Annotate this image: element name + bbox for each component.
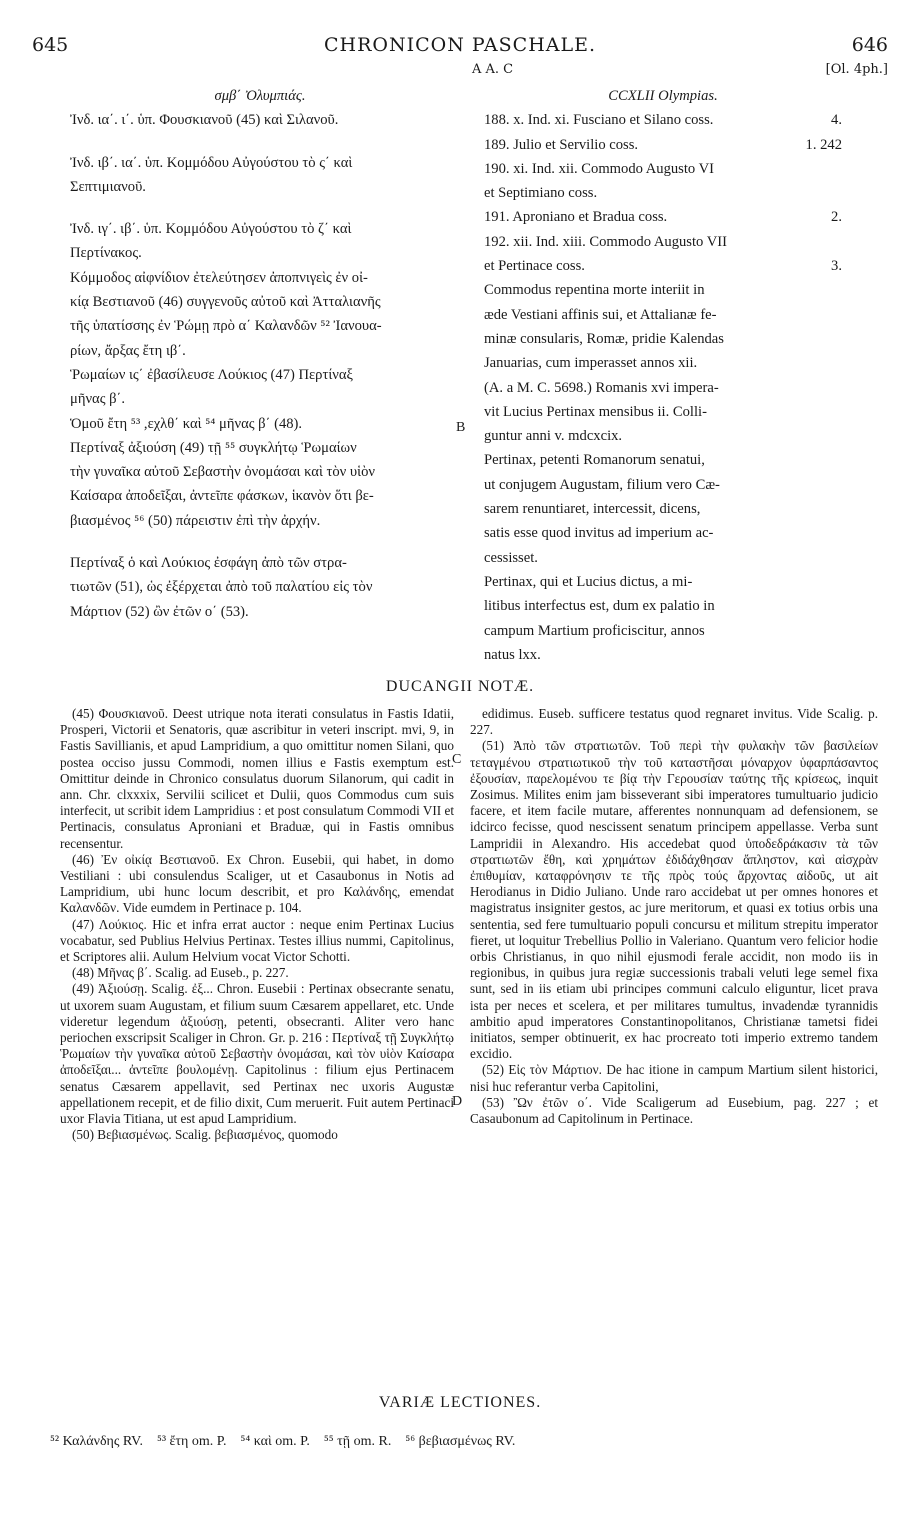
- latin-column: [484, 84, 842, 667]
- margin-letter-d: D: [452, 1094, 463, 1109]
- greek-line: [70, 133, 450, 151]
- latin-line-text: ut conjugem Augustam, filium vero Cæ-: [484, 476, 720, 493]
- greek-line: τὴν γυναῖκα αὐτοῦ Σεβαστὴν ὀνομάσαι καὶ τὸν υἱὸν: [70, 464, 375, 481]
- greek-line: Περτίνακος.: [70, 245, 142, 262]
- variant-reading: ⁵⁴ καὶ om. P.: [240, 1434, 310, 1449]
- greek-text: [70, 108, 450, 624]
- latin-line: [484, 594, 842, 618]
- latin-line-number: 2.: [831, 209, 842, 226]
- greek-line: βιασμένος ⁵⁶ (50) πάρειστιν ἐπὶ τὴν ἀρχήν.: [70, 512, 321, 529]
- page-number-left: 645: [32, 34, 69, 56]
- note-paragraph: (46) Ἐν οἰκίᾳ Βεστιανοῦ. Ex Chron. Eusebii, qui habet, in domo Vestiliani : ubi consulendus Scaliger, ut et Casaubonus in Notis ad Lampridium, ubi hunc locum describit, et pro Καλάνδης, emendat Καλανδῶν. Vide eumdem in Pertinace p. 104.: [60, 851, 454, 916]
- page-number-right: 646: [851, 34, 888, 56]
- note-paragraph: (51) Ἀπὸ τῶν στρατιωτῶν. Τοῦ περὶ τὴν φυλακὴν τῶν βασιλείων τεταγμένου στρατιωτικοῦ τὴν τοῦ καταστῆσαι μόναρχον ὑφαρπάσαντος ἐξουσίαν, παρελομένου τε βίᾳ τὴν Γερουσίαν ταύτης τῆς κρίσεως, inquit Zosimus. Milites enim jam bisseverant sibi imperatores tumultuario judicio facere, et item facile mutare, afferentes nonnunquam ad defensionem, se idcirco fecisse, quod nescissent senatum principem appellasse. Verba sunt Lampridii in Alexandro. His accedebat quod ὑποδεδράκασιν τὰ τῶν στρατιωτῶν ἔθη, καὶ χρημάτων ἐδιδάχθησαν ἄπληστον, καὶ αἰσχρὰν ἐπιθυμίαν, καταφρόνησιν τε τῆς πρὸς τούς ἄρχοντας αἰδοῦς, ut ait Herodianus in Didio Juliano. Unde raro accidebat ut per omnes honores et magistratus insigniter gestos, ac jure meritorum, et quasi ex totius orbis una sententia, sed fere tumultuario populi concursu et militum strepitu imperator fieret, ut loquitur Trebellius Pollio in Valeriano. Quantum vero felicior hodie orbis Christianus, in quo nihil ejusmodi ferale accidit, non modo iis in regionibus, in quibus jura regiæ successionis trabali veluti lege semel fixa sunt, sed in iis etiam ubi principes communi calculo eliguntur, licet prava ista per neces et scelera, et per militares tumultus, invadendæ tyrannidis ambitio apud imperatores Constantinopolitanos, Christianæ tametsi fidei initiatos, semper obtinuerit, ex hac procreato toti imperio extremo tandem excidio.: [470, 738, 878, 1062]
- latin-line-text: satis esse quod invitus ad imperium ac-: [484, 525, 714, 542]
- latin-line-text: Commodus repentina morte interiit in: [484, 282, 705, 299]
- latin-line: [484, 327, 842, 351]
- latin-line-text: æde Vestiani affinis sui, et Attalianæ fe-: [484, 306, 717, 323]
- latin-line: [484, 254, 842, 278]
- latin-line-text: litibus interfectus est, dum ex palatio in: [484, 598, 715, 615]
- greek-line: ρίων, ἄρξας ἔτη ιβ΄.: [70, 342, 186, 359]
- latin-line: [484, 400, 842, 424]
- latin-line-text: vit Lucius Pertinax mensibus ii. Colli-: [484, 403, 707, 420]
- note-paragraph: (47) Λούκιος. Hic et infra errat auctor : neque enim Pertinax Lucius vocabatur, sed Publius Helvius Pertinax. Testes illius nummi, Capitolinus, et Scriptores alii. Aulum Helvium vocat Victor Schotti.: [60, 916, 454, 965]
- greek-line: μῆνας β΄.: [70, 391, 126, 408]
- note-paragraph: (45) Φουσκιανοῦ. Deest utrique nota iterati consulatus in Fastis Idatii, Prosperi, Victorii et Senatoris, quæ ascribitur in veteri inscript. mvi, 9, in Fastis Savillianis, et apud Lampridium, a quo omittitur nomen Silani, quo postea occiso jussu Commodi, nomen illius e Fastis exemptum est. Omittitur deinde in Chronico consulatus duorum Silanorum, qui cadit in ann. Chr. clxxxix, Servilii scilicet et Dulii, quos Commodus cum suis interfecit, ut scribit idem Lampridius : et post consulatum Commodi VII et Pertinacis, consulatus Aproniani et Braduæ, qui in Fastis omnibus recensentur.: [60, 706, 454, 851]
- greek-line: Ῥωμαίων ις΄ ἐβασίλευσε Λούκιος (47) Περτίναξ: [70, 366, 354, 383]
- greek-line: Καίσαρα ἀποδεῖξαι, ἀντεῖπε φάσκων, ἱκανὸν ὅτι βε-: [70, 488, 374, 505]
- latin-line: [484, 351, 842, 375]
- latin-line: [484, 376, 842, 400]
- latin-line: [484, 473, 842, 497]
- latin-line-text: (A. a M. C. 5698.) Romanis xvi impera-: [484, 379, 719, 396]
- note-paragraph: (50) Βεβιασμένως. Scalig. βεβιασμένος, quomodo: [72, 1127, 338, 1143]
- latin-line: [484, 205, 842, 229]
- greek-line: Μάρτιον (52) ὢν ἐτῶν ο΄ (53).: [70, 603, 249, 620]
- latin-line-text: sarem renuntiaret, intercessit, dicens,: [484, 501, 701, 518]
- variae-lectiones: [50, 1434, 880, 1450]
- greek-line: Ἰνδ. ια΄. ι΄. ὑπ. Φουσκιανοῦ (45) καὶ Σιλανοῦ.: [70, 112, 339, 129]
- notes-right-column: [470, 706, 878, 1127]
- latin-text: [484, 108, 842, 667]
- latin-line-text: campum Martium proficiscitur, annos: [484, 622, 705, 639]
- latin-line-text: minæ consularis, Romæ, pridie Kalendas: [484, 330, 724, 347]
- greek-line: Σεπτιμιανοῦ.: [70, 178, 146, 195]
- greek-line: τιωτῶν (51), ὡς ἐξέρχεται ἀπὸ τοῦ παλατίου εἰς τὸν: [70, 579, 373, 596]
- variant-reading: ⁵⁵ τῇ om. R.: [323, 1434, 392, 1449]
- latin-line: [484, 448, 842, 472]
- latin-line-text: et Septimiano coss.: [484, 185, 598, 202]
- running-header: [32, 34, 888, 56]
- latin-line-text: natus lxx.: [484, 646, 541, 663]
- margin-letter-c: C: [452, 752, 462, 767]
- latin-line-text: Pertinax, qui et Lucius dictus, a mi-: [484, 573, 693, 590]
- greek-line: Ὁμοῦ ἔτη ⁵³ ,εχλθ΄ καὶ ⁵⁴ μῆνας β΄ (48).: [70, 415, 303, 432]
- latin-line-number: 1. 242: [805, 136, 842, 153]
- latin-line-text: 191. Aproniano et Bradua coss.: [484, 209, 668, 226]
- latin-line-number: 3.: [831, 258, 842, 275]
- note-paragraph: (49) Ἀξιούσῃ. Scalig. ἐξ... Chron. Eusebii : Pertinax obsecrante senatu, ut uxorem suam Augustam, et filium suum Cæsarem appellaret, etc. Unde videretur legendum ἀξιούσῃ, petenti, obsecranti. Aliter vero hanc periochen exscripsit Scaliger in Chron. Gr. p. 216 : Περτίναξ τῇ Συγκλήτῳ Ῥωμαίων τὴν γυναῖκα αὐτοῦ Σεβαστὴν ὀνομάσαι, καὶ τὸν υἱὸν Καίσαρα ἀποδεῖξαι... ἀντεῖπε βουλομένῃ. Capitolinus : filium ejus Pertinacem senatus Cæsarem appellavit, sed Pertinax nec uxoris Augustæ appellationem recepit, et de filio dixit, Cum meruerit. Fuit autem Pertinaci uxor Flavia Titiana, ut est apud Lampridium.: [60, 981, 454, 1127]
- latin-line: [484, 303, 842, 327]
- notes-left-column: [60, 706, 454, 1143]
- variant-reading: ⁵³ ἔτη om. P.: [156, 1434, 227, 1449]
- greek-olympiad-heading: σμβ΄ Ὀλυμπιάς.: [214, 88, 306, 104]
- latin-line-text: guntur anni v. mdcxcix.: [484, 428, 623, 445]
- greek-line: τῆς ὑπατίσσης ἐν Ῥώμῃ πρὸ α΄ Καλανδῶν ⁵² Ἰανουα-: [70, 318, 382, 335]
- latin-line: [484, 546, 842, 570]
- latin-line: [484, 424, 842, 448]
- greek-column: [70, 84, 450, 624]
- latin-line: [484, 619, 842, 643]
- greek-line: Κόμμοδος αἰφνίδιον ἐτελεύτησεν ἀποπνιγεὶς ἐν οἰ-: [70, 269, 368, 286]
- latin-line: [484, 643, 842, 667]
- greek-line: κίᾳ Βεστιανοῦ (46) συγγενοῦς αὐτοῦ καὶ Ἀτταλιανῆς: [70, 294, 381, 311]
- latin-line: [484, 133, 842, 157]
- greek-line: Περτίναξ ὁ καὶ Λούκιος ἐσφάγη ἀπὸ τῶν στρα-: [70, 555, 347, 572]
- note-paragraph: (48) Μῆνας β΄. Scalig. ad Euseb., p. 227.: [72, 965, 289, 981]
- olympiad-marker: [Ol. 4ph.]: [825, 62, 888, 77]
- latin-line: [484, 278, 842, 302]
- book-title: CHRONICON PASCHALE.: [323, 34, 597, 56]
- variae-title: VARIÆ LECTIONES.: [378, 1394, 542, 1411]
- variant-reading: ⁵² Καλάνδης RV.: [50, 1434, 143, 1449]
- greek-line: [70, 533, 450, 551]
- latin-line: [484, 521, 842, 545]
- latin-line-number: 4.: [831, 112, 842, 129]
- latin-line: [484, 157, 842, 181]
- latin-line-text: Pertinax, petenti Romanorum senatui,: [484, 452, 705, 469]
- latin-line-text: Januarias, cum imperasset annos xii.: [484, 355, 698, 372]
- latin-line-text: et Pertinace coss.: [484, 258, 585, 275]
- margin-letter-b: B: [456, 420, 466, 435]
- latin-line: [484, 108, 842, 132]
- latin-line-text: 188. x. Ind. xi. Fusciano et Silano coss.: [484, 112, 714, 129]
- note-paragraph: edidimus. Euseb. sufficere testatus quod regnaret invitus. Vide Scalig. p. 227.: [470, 706, 878, 738]
- latin-line-text: 192. xii. Ind. xiii. Commodo Augusto VII: [484, 233, 727, 250]
- latin-line: [484, 230, 842, 254]
- latin-line-text: 190. xi. Ind. xii. Commodo Augusto VI: [484, 160, 715, 177]
- latin-line: [484, 497, 842, 521]
- note-paragraph: (53) Ὢν ἐτῶν ο΄. Vide Scaligerum ad Eusebium, pag. 227 ; et Casaubonum ad Capitolinum in Pertinace.: [470, 1094, 878, 1127]
- greek-line: [70, 199, 450, 217]
- greek-line: Ἰνδ. ιβ΄. ια΄. ὑπ. Κομμόδου Αὐγούστου τὸ ς΄ καὶ: [70, 154, 353, 171]
- latin-olympiad-heading: CCXLII Olympias.: [608, 88, 718, 104]
- sub-header: [32, 62, 888, 80]
- latin-line-text: 189. Julio et Servilio coss.: [484, 136, 639, 153]
- greek-line: Ἰνδ. ιγ΄. ιβ΄. ὑπ. Κομμόδου Αὐγούστου τὸ ζ΄ καὶ: [70, 221, 352, 238]
- note-paragraph: (52) Εἰς τὸν Μάρτιον. De hac itione in campum Martium silent historici, nisi huc referantur verba Capitolini,: [470, 1062, 878, 1094]
- greek-line: Περτίναξ ἀξιούση (49) τῇ ⁵⁵ συγκλήτῳ Ῥωμαίων: [70, 439, 357, 456]
- latin-line: [484, 181, 842, 205]
- latin-line: [484, 570, 842, 594]
- latin-line-text: cessisset.: [484, 549, 538, 566]
- notes-title: DUCANGII NOTÆ.: [385, 678, 535, 695]
- variant-reading: ⁵⁶ βεβιασμένως RV.: [405, 1434, 516, 1449]
- column-marker: A A. C: [472, 62, 514, 77]
